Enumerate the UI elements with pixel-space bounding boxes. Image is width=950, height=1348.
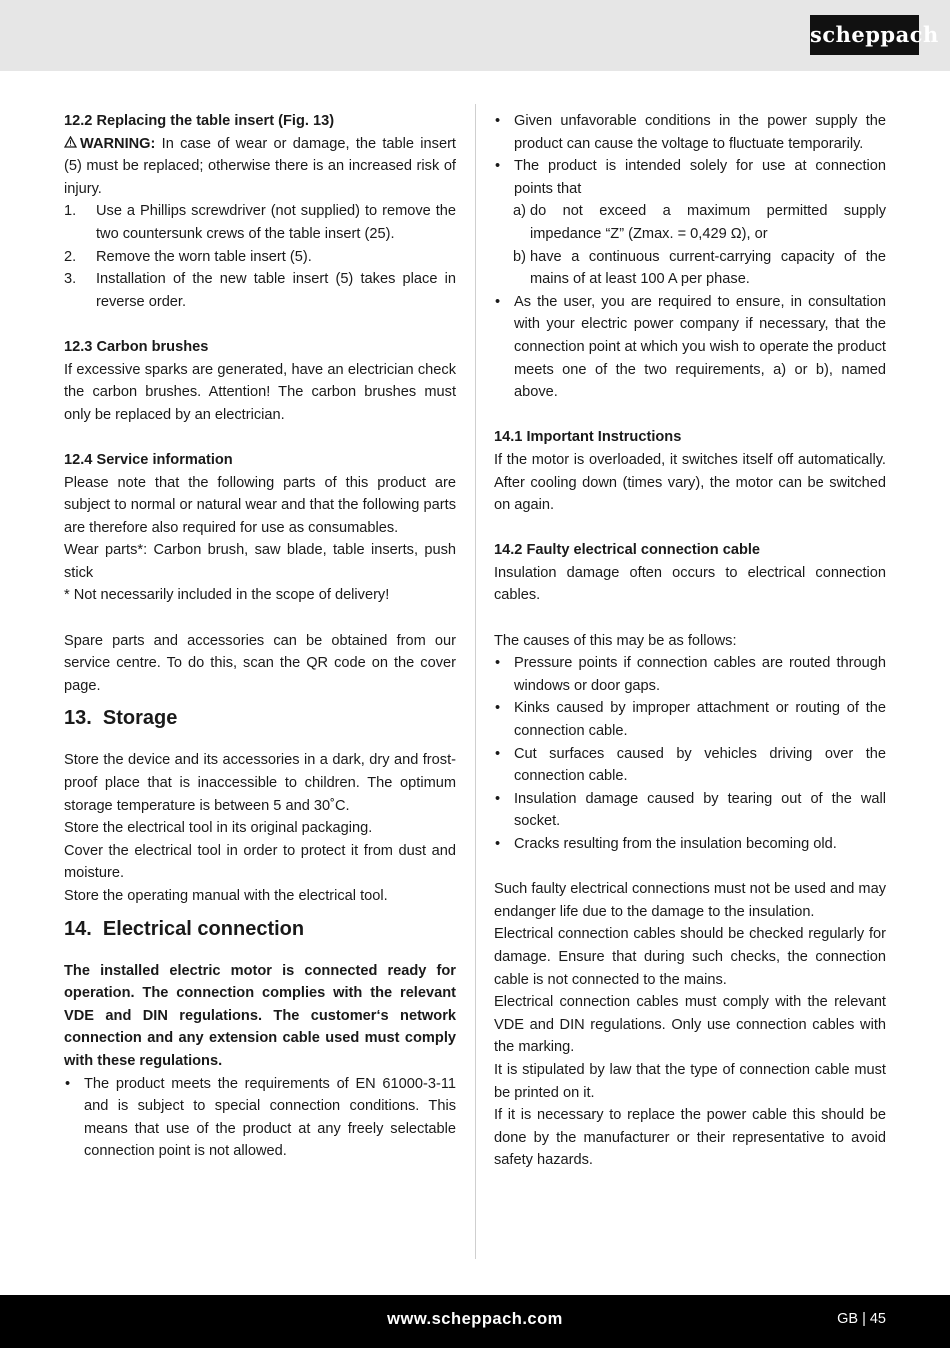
list-text: Remove the worn table insert (5). [96, 248, 312, 265]
list-item: • Pressure points if connection cables are routed through windows or door gaps. [494, 652, 886, 697]
section-12-4-paragraph: * Not necessarily included in the scope of delivery! [64, 587, 390, 604]
list-number: 2. [64, 248, 77, 265]
list-item: • The product is intended solely for use at connection points that [494, 155, 886, 200]
section-14-heading: 14. Electrical connection [64, 917, 305, 940]
list-item: • Cut surfaces caused by vehicles driving over the connection cable. [494, 743, 886, 788]
list-text: Cut surfaces caused by vehicles driving over the connection cable. [514, 745, 886, 785]
list-text: Installation of the new table insert (5) takes place in reverse order. [96, 271, 456, 310]
header-bar [0, 0, 950, 71]
list-text: Insulation damage caused by tearing out of the wall socket. [514, 790, 886, 830]
sub-list-label: b) [513, 248, 526, 265]
sub-list-text: have a continuous current-carrying capacity of the mains of at least 100 A per phase. [530, 248, 886, 288]
section-14-bold-intro: The installed electric motor is connected ready for operation. The connection complies with the relevant VDE and DIN regulations. The customer‘s network connection and any extension cable used must comply with these regulations. [64, 962, 456, 1069]
section-14-2-text: Insulation damage often occurs to electrical connection cables. [494, 564, 886, 604]
paragraph: It is stipulated by law that the type of connection cable must be printed on it. [494, 1061, 886, 1101]
section-13-heading: 13. Storage [64, 707, 178, 730]
list-item [64, 268, 456, 313]
list-item: • Cracks resulting from the insulation becoming old. [494, 833, 886, 856]
sub-list-label: a) [513, 203, 526, 220]
sub-list-item [513, 246, 886, 291]
causes-intro: The causes of this may be as follows: [494, 632, 737, 649]
section-14-1-text: If the motor is overloaded, it switches itself off automatically. After cooling down (times vary), the motor can be switched on again. [494, 451, 886, 514]
section-14-2-heading: 14.2 Faulty electrical connection cable [494, 542, 761, 559]
section-14-1-heading: 14.1 Important Instructions [494, 429, 682, 446]
right-column [494, 110, 886, 1172]
section-12-4-heading: 12.4 Service information [64, 451, 233, 468]
list-item: • Insulation damage caused by tearing out of the wall socket. [494, 788, 886, 833]
list-text: The product meets the requirements of EN 61000-3-11 and is subject to special connection conditions. This means that use of the product at any freely selectable connection point is not allowed. [84, 1075, 456, 1160]
list-text: As the user, you are required to ensure, in consultation with your electric power company if necessary, that the connection point at which you wish to operate the product meets one of the two requirements, a) or b), named above. [514, 293, 886, 401]
list-text: The product is intended solely for use at connection points that [514, 158, 886, 197]
list-item: • As the user, you are required to ensure, in consultation with your electric power company if necessary, that the connection point at which you wish to operate the product meets one of the two requirements, a) or b), named above. [494, 291, 886, 404]
website-url: www.scheppach.com [387, 1310, 563, 1328]
section-12-3-heading: 12.3 Carbon brushes [64, 338, 209, 355]
list-text: Use a Phillips screwdriver (not supplied) to remove the two countersunk crews of the table insert (25). [96, 203, 456, 242]
section-12-4-paragraph: Spare parts and accessories can be obtained from our service centre. To do this, scan the QR code on the cover page. [64, 632, 456, 694]
list-item [64, 246, 456, 269]
section-13-paragraph: Store the device and its accessories in a dark, dry and frost-proof place that is inaccessible to children. The optimum storage temperature is between 5 and 30˚C. [64, 752, 456, 814]
footer-bar [0, 1295, 950, 1348]
page-number: GB | 45 [837, 1311, 886, 1327]
warning-triangle-icon [64, 133, 80, 156]
list-number: 1. [64, 203, 77, 220]
warning-text: In case of wear or damage, the table insert (5) must be replaced; otherwise there is an increased risk of injury. [64, 135, 456, 197]
section-12-3-text: If excessive sparks are generated, have an electrician check the carbon brushes. Attention! The carbon brushes must only be replaced by an electrician. [64, 361, 456, 423]
list-text: Cracks resulting from the insulation becoming old. [514, 836, 837, 852]
paragraph: Electrical connection cables must comply with the relevant VDE and DIN regulations. Only use connection cables with the marking. [494, 994, 886, 1056]
column-divider [475, 104, 476, 1259]
paragraph: Such faulty electrical connections must not be used and may endanger life due to the damage to the insulation. [494, 881, 886, 920]
list-item: • The product meets the requirements of EN 61000-3-11 and is subject to special connection conditions. This means that use of the product at any freely selectable connection point is not allowed. [64, 1073, 456, 1163]
list-text: Kinks caused by improper attachment or routing of the connection cable. [514, 700, 886, 740]
section-13-paragraph: Store the electrical tool in its original packaging. [64, 820, 373, 837]
scheppach-logo: scheppach [810, 15, 919, 55]
paragraph: Electrical connection cables should be checked regularly for damage. Ensure that during such checks, the connection cable is not connected to the mains. [494, 926, 886, 988]
section-13-paragraph: Store the operating manual with the electrical tool. [64, 888, 388, 904]
paragraph: If it is necessary to replace the power cable this should be done by the manufacturer or their representative to avoid safety hazards. [494, 1107, 886, 1169]
sub-list-text: do not exceed a maximum permitted supply impedance “Z” (Zmax. = 0,429 Ω), or [530, 203, 886, 242]
list-item [64, 200, 456, 245]
section-13-paragraph: Cover the electrical tool in order to protect it from dust and moisture. [64, 842, 456, 882]
list-number: 3. [64, 271, 77, 288]
sub-list-item [513, 200, 886, 245]
warning-paragraph [64, 133, 456, 201]
list-text: Pressure points if connection cables are routed through windows or door gaps. [514, 655, 886, 694]
list-text: Given unfavorable conditions in the power supply the product can cause the voltage to fluctuate temporarily. [514, 113, 886, 152]
section-12-4-paragraph: Please note that the following parts of this product are subject to normal or natural wear and that the following parts are therefore also required for use as consumables. [64, 474, 456, 536]
warning-label: WARNING: [80, 135, 156, 152]
left-column [64, 110, 456, 1163]
list-item: • Given unfavorable conditions in the power supply the product can cause the voltage to fluctuate temporarily. [494, 110, 886, 155]
section-12-4-paragraph: Wear parts*: Carbon brush, saw blade, table inserts, push stick [64, 542, 456, 581]
section-12-2-heading: 12.2 Replacing the table insert (Fig. 13) [64, 113, 335, 129]
list-item: • Kinks caused by improper attachment or routing of the connection cable. [494, 697, 886, 742]
